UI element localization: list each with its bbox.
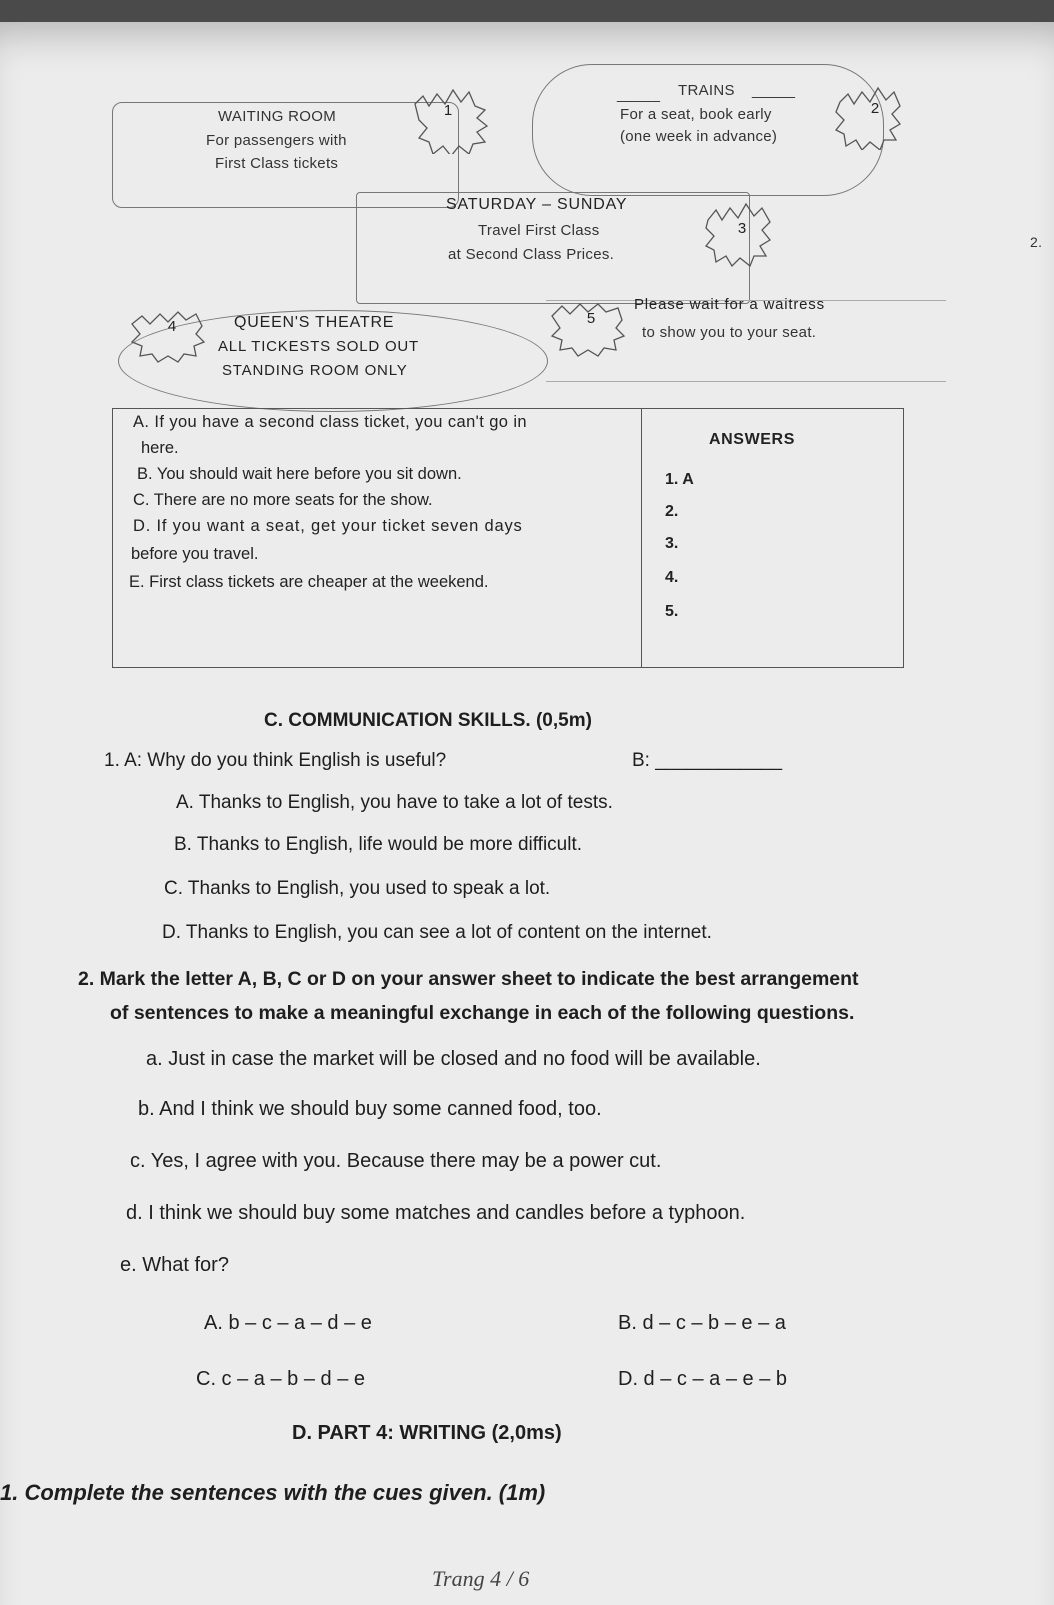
notice-3-number-burst [700, 190, 784, 272]
q2-choice-c: C. c – a – b – d – e [196, 1368, 365, 1390]
section-d-heading: D. PART 4: WRITING (2,0ms) [292, 1422, 562, 1444]
q2-sentence-e: e. What for? [120, 1254, 229, 1276]
notice-2-blank: _____ [617, 86, 661, 103]
q2-sentence-a: a. Just in case the market will be closed and no food will be available. [146, 1048, 761, 1070]
notice-2-title: TRAINS [678, 82, 735, 99]
notice-4-title: QUEEN'S THEATRE [234, 314, 395, 331]
notice-2-title-blank: _____ [752, 82, 796, 99]
q2-sentence-b: b. And I think we should buy some canned food, too. [138, 1098, 602, 1120]
matching-table [112, 408, 904, 668]
q1-option-b: B. Thanks to English, life would be more difficult. [174, 834, 583, 855]
table-divider [641, 409, 642, 667]
notice-1-number-burst [405, 74, 491, 154]
answer-1: 1. A [665, 471, 694, 488]
q2-choice-a: A. b – c – a – d – e [204, 1312, 372, 1334]
writing-task-1: 1. Complete the sentences with the cues given. (1m) [0, 1480, 546, 1505]
statement-d: D. If you want a seat, get your ticket seven days [133, 517, 523, 535]
notice-3-line2: at Second Class Prices. [448, 246, 615, 263]
notice-4-number: 4 [167, 318, 177, 335]
q2-sentence-d: d. I think we should buy some matches and candles before a typhoon. [126, 1202, 746, 1224]
answer-2: 2. [665, 503, 679, 520]
notice-2-line2: (one week in advance) [620, 128, 778, 145]
side-number: 2. [1030, 234, 1043, 250]
notice-2-number-burst [832, 72, 908, 150]
q2-instruction-line2: of sentences to make a meaningful exchange in each of the following questions. [110, 1002, 855, 1024]
notice-3-number: 3 [737, 220, 747, 237]
statement-d-cont: before you travel. [131, 545, 259, 563]
q1-b-text: B: [632, 750, 656, 771]
worksheet-page [0, 22, 1054, 1605]
q2-choice-d: D. d – c – a – e – b [618, 1368, 787, 1390]
q1-prompt: 1. A: Why do you think English is useful? [104, 750, 447, 771]
statement-b: B. You should wait here before you sit down. [137, 465, 462, 483]
notice-4-number-burst [126, 294, 218, 364]
notice-1-line1: For passengers with [206, 132, 347, 149]
notice-3-line1: Travel First Class [478, 222, 600, 239]
statement-a-cont: here. [141, 439, 179, 457]
notice-5-number: 5 [586, 310, 596, 327]
q2-choice-b: B. d – c – b – e – a [618, 1312, 786, 1334]
section-c-heading: C. COMMUNICATION SKILLS. (0,5m) [264, 710, 592, 731]
notice-5-line2: to show you to your seat. [642, 324, 817, 341]
notice-1-number: 1 [443, 102, 453, 119]
answer-5: 5. [665, 603, 679, 620]
answer-3: 3. [665, 535, 679, 552]
answer-4: 4. [665, 569, 679, 586]
notice-5-number-burst [546, 288, 636, 362]
q1-b-label [632, 750, 782, 772]
q1-answer-blank[interactable]: ____________ [655, 750, 783, 771]
notice-4-line2: STANDING ROOM ONLY [222, 362, 408, 379]
q1-option-d: D. Thanks to English, you can see a lot of content on the internet. [162, 922, 712, 943]
notice-1-title: WAITING ROOM [218, 108, 337, 125]
notice-2-number: 2 [870, 100, 880, 117]
notice-3-title: SATURDAY – SUNDAY [446, 196, 628, 213]
notice-5-line1: Please wait for a waitress [634, 296, 825, 313]
q1-option-c: C. Thanks to English, you used to speak a lot. [164, 878, 551, 899]
notice-1-line2: First Class tickets [215, 155, 339, 172]
notice-2-line1: For a seat, book early [620, 106, 772, 123]
statement-a: A. If you have a second class ticket, you can't go in [133, 413, 527, 431]
q2-sentence-c: c. Yes, I agree with you. Because there may be a power cut. [130, 1150, 662, 1172]
q2-instruction-line1: 2. Mark the letter A, B, C or D on your answer sheet to indicate the best arrangement [78, 968, 859, 990]
statement-c: C. There are no more seats for the show. [133, 491, 433, 509]
statement-e: E. First class tickets are cheaper at the weekend. [129, 573, 489, 591]
page-footer: Trang 4 / 6 [432, 1566, 530, 1591]
q1-option-a: A. Thanks to English, you have to take a lot of tests. [176, 792, 613, 813]
answers-header: ANSWERS [709, 431, 795, 448]
notice-4-line1: ALL TICKESTS SOLD OUT [218, 338, 420, 355]
